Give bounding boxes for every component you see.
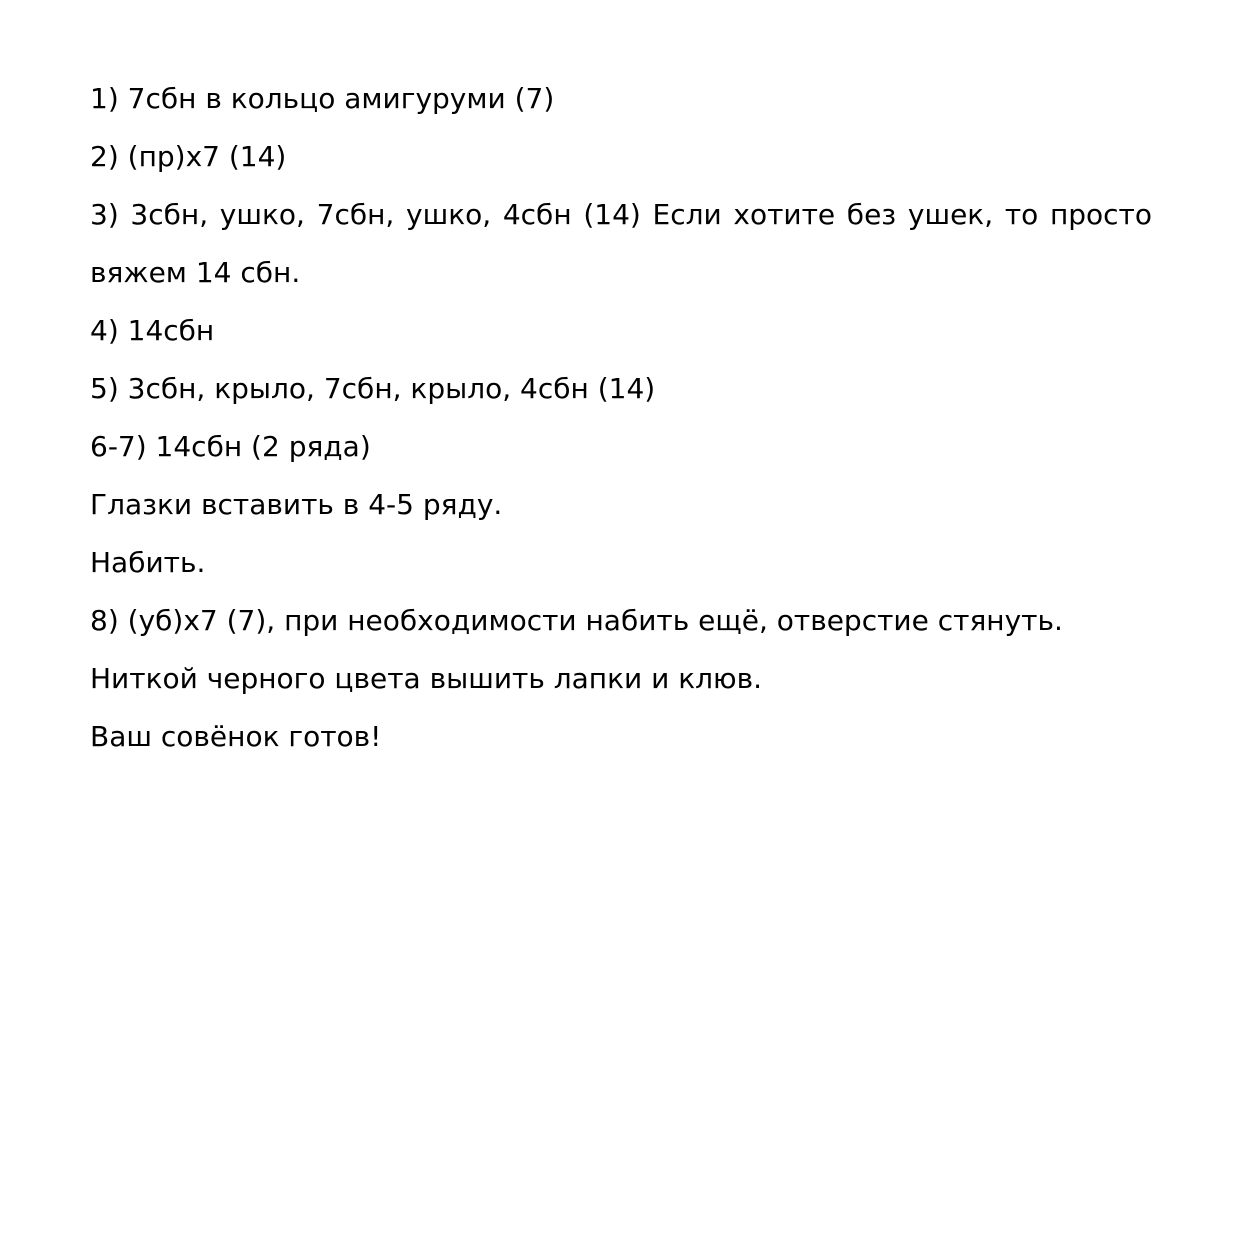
stuff-instruction: Набить. (90, 546, 206, 579)
row-3-instruction: 3) 3сбн, ушко, 7сбн, ушко, 4сбн (14) Если хотите без ушек, то просто вяжем 14 сбн. (90, 198, 1152, 289)
eyes-instruction: Глазки вставить в 4-5 ряду. (90, 488, 503, 521)
instructions-text (90, 70, 1152, 766)
row-2-instruction: 2) (пр)х7 (14) (90, 140, 287, 173)
embroidery-instruction: Ниткой черного цвета вышить лапки и клюв. (90, 662, 762, 695)
row-6-7-instruction: 6-7) 14сбн (2 ряда) (90, 430, 371, 463)
row-8-instruction: 8) (уб)х7 (7), при необходимости набить ещё, отверстие стянуть. (90, 604, 1063, 637)
row-4-instruction: 4) 14сбн (90, 314, 215, 347)
row-1-instruction: 1) 7сбн в кольцо амигуруми (7) (90, 82, 555, 115)
row-5-instruction: 5) 3сбн, крыло, 7сбн, крыло, 4сбн (14) (90, 372, 656, 405)
closing-line: Ваш совёнок готов! (90, 720, 382, 753)
